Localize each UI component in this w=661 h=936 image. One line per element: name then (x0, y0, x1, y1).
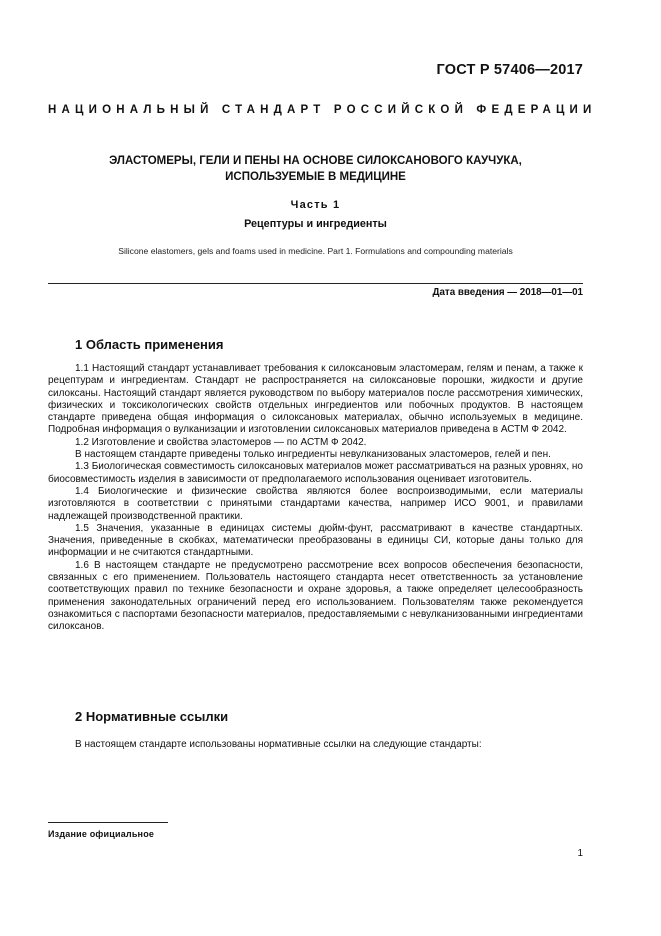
paragraph-1-5: 1.5 Значения, указанные в единицах системы дюйм-фунт, рассматривают в качестве стандартных. Значения, приведенные в скобках, математически преобразованы в единицы СИ, которые даны только для информации и не считаются стандартными. (48, 522, 583, 559)
paragraph-1-2-note: В настоящем стандарте приведены только ингредиенты невулканизованых эластомеров, гелей и пен. (75, 449, 551, 461)
introduction-date: Дата введения — 2018—01—01 (432, 287, 583, 298)
document-title-line-1: ЭЛАСТОМЕРЫ, ГЕЛИ И ПЕНЫ НА ОСНОВЕ СИЛОКСАНОВОГО КАУЧУКА, (109, 155, 522, 167)
national-standard-heading: НАЦИОНАЛЬНЫЙ СТАНДАРТ РОССИЙСКОЙ ФЕДЕРАЦИИ (48, 104, 597, 116)
section-1-body (48, 363, 583, 634)
paragraph-1-3: 1.3 Биологическая совместимость силоксановых материалов может рассматриваться на разных уровнях, но биосовместимость изделия в зависимости от предполагаемого использования оценивает изготовитель. (48, 461, 583, 485)
paragraph-1-1: 1.1 Настоящий стандарт устанавливает требования к силоксановым эластомерам, гелям и пенам, а также к рецептурам и ингредиентам. Стандарт не распространяется на силоксановые порошки, жидкости и другие силоксаны. Настоящий стандарт является руководством по выбору материалов после рассмотрения химических, физических и токсикологических свойств отдельных ингредиентов или побочных продуктов. В настоящем стандарте приведена общая информация о силоксановых материалах, обычно используемых в медицине. Подробная информация о вулканизации и изготовлении силоксановых материалов приведена в АСТМ Ф 2042. (48, 363, 583, 436)
paragraph-1-6: 1.6 В настоящем стандарте не предусмотрено рассмотрение всех вопросов обеспечения безопасности, связанных с его применением. Пользователь настоящего стандарта несет ответственность за установление соответствующих правил по технике безопасности и охране здоровья, а также определяет целесообразность применения законодательных ограничений перед его использованием. Пользователям также рекомендуется ознакомиться с паспортами безопасности материалов, предоставляемыми с невулканизованными ингредиентами силоксанов. (48, 559, 583, 633)
document-title-line-2: ИСПОЛЬЗУЕМЫЕ В МЕДИЦИНЕ (225, 171, 406, 183)
part-title: Рецептуры и ингредиенты (244, 218, 387, 230)
page-number: 1 (577, 848, 583, 859)
official-edition-label: Издание официальное (48, 829, 155, 839)
paragraph-1-2: 1.2 Изготовление и свойства эластомеров — по АСТМ Ф 2042. (75, 436, 367, 448)
section-2-intro: В настоящем стандарте использованы нормативные ссылки на следующие стандарты: (75, 739, 482, 750)
part-label: Часть 1 (290, 199, 341, 211)
footer-divider (48, 822, 168, 823)
paragraph-1-4: 1.4 Биологические и физические свойства являются более воспроизводимыми, если материалы изготовляются в соответствии с принятыми стандартами качества, например ИСО 9001, и правилами надлежащей производственной практики. (48, 485, 583, 522)
document-number: ГОСТ Р 57406—2017 (436, 62, 583, 78)
section-1-heading: 1 Область применения (75, 337, 224, 352)
header-divider (48, 283, 583, 284)
english-title: Silicone elastomers, gels and foams used in medicine. Part 1. Formulations and compounding materials (118, 246, 513, 256)
section-2-heading: 2 Нормативные ссылки (75, 709, 229, 724)
